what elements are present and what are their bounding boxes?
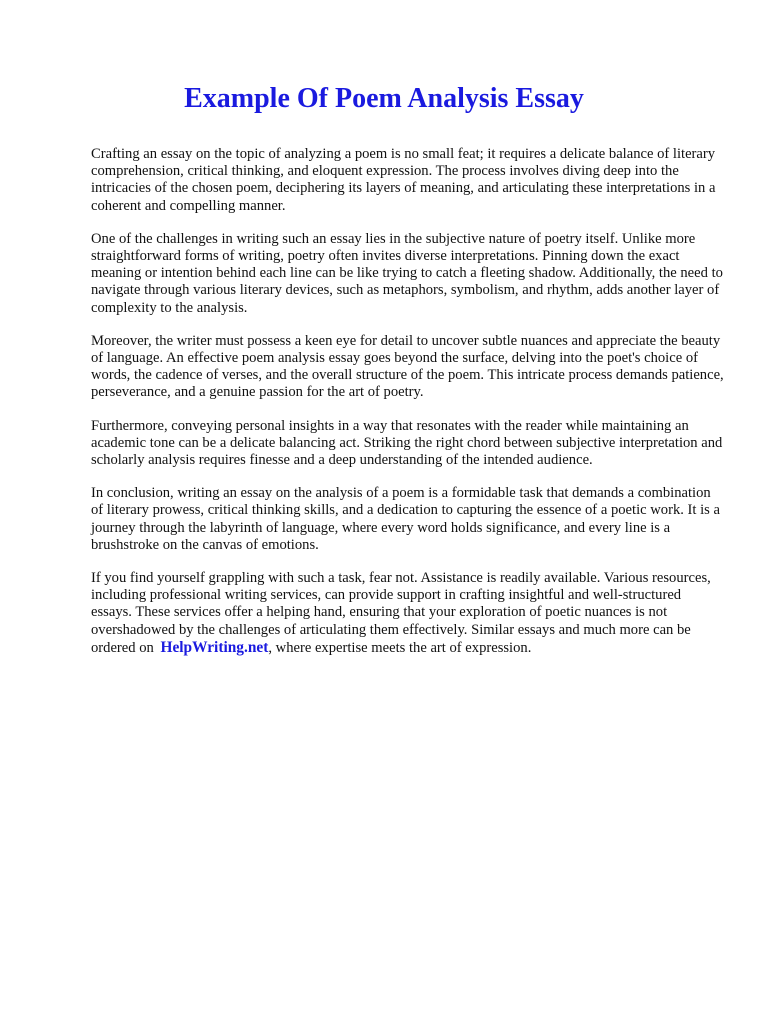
paragraph-5: In conclusion, writing an essay on the analysis of a poem is a formidable task that demands a combination of literary prowess, critical thinking skills, and a dedication to capturing the essence of a poetic work. It is a journey through the labyrinth of language, where every word holds significance, and every line is a brushstroke on the canvas of emotions. bbox=[91, 485, 720, 553]
paragraph-2: One of the challenges in writing such an essay lies in the subjective nature of poetry itself. Unlike more straightforward forms of writing, poetry often invites diverse interpretations. Pinning down the exact meaning or intention behind each line can be like trying to catch a fleeting shadow. Additionally, the need to navigate through various literary devices, such as metaphors, symbolism, and rhythm, adds another layer of complexity to the analysis. bbox=[91, 230, 723, 316]
document-body bbox=[91, 146, 725, 673]
helpwriting-link[interactable]: HelpWriting.net bbox=[160, 638, 269, 656]
document-title: Example Of Poem Analysis Essay bbox=[184, 83, 584, 114]
paragraph-3: Moreover, the writer must possess a keen eye for detail to uncover subtle nuances and appreciate the beauty of language. An effective poem analysis essay goes beyond the surface, delving into the poet's choice of words, the cadence of verses, and the overall structure of the poem. This intricate process demands patience, perseverance, and a genuine passion for the art of poetry. bbox=[91, 332, 724, 401]
paragraph-6-text-before-link: If you find yourself grappling with such a task, fear not. Assistance is readily available. Various resources, including professional writing services, can provide support in crafting insightful and well-structured essays. These services offer a helping hand, ensuring that your exploration of poetic nuances is not overshadowed by the challenges of articulating them effectively. Similar essays and much more can be ordered on bbox=[91, 570, 711, 656]
paragraph-1: Crafting an essay on the topic of analyzing a poem is no small feat; it requires a delicate balance of literary comprehension, critical thinking, and eloquent expression. The process involves diving deep into the intricacies of the chosen poem, deciphering its layers of meaning, and articulating these interpretations in a coherent and compelling manner. bbox=[91, 146, 716, 214]
paragraph-6-text-after-link: , where expertise meets the art of expression. bbox=[268, 639, 532, 656]
paragraph-6 bbox=[91, 570, 725, 657]
paragraph-4: Furthermore, conveying personal insights in a way that resonates with the reader while maintaining an academic tone can be a delicate balancing act. Striking the right chord between subjective interpretation and scholarly analysis requires finesse and a deep understanding of the intended audience. bbox=[91, 417, 723, 469]
